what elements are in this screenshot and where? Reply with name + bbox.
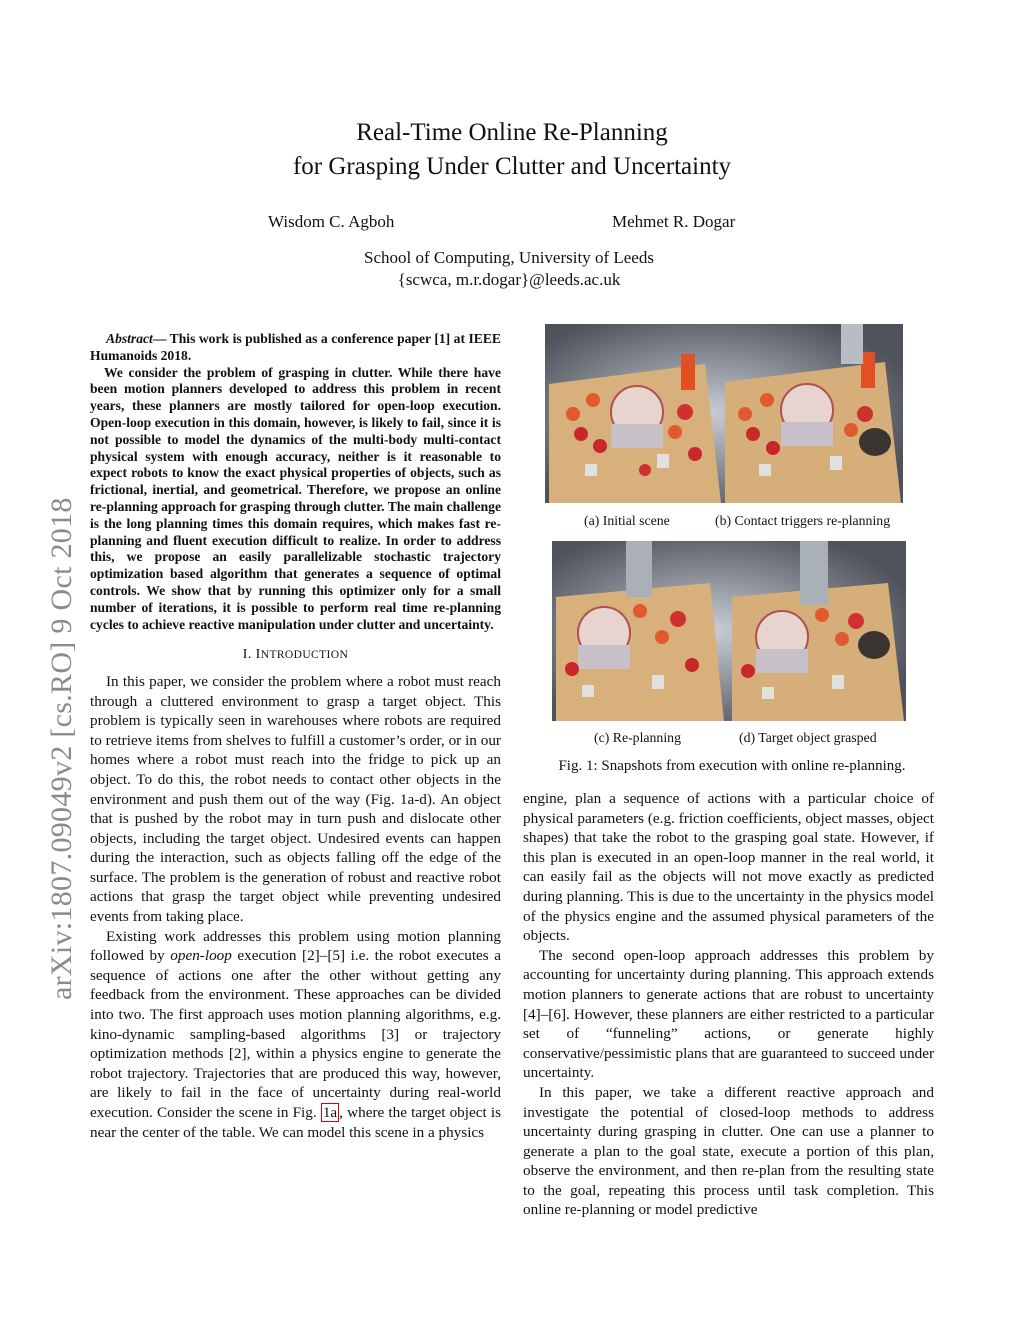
arxiv-identifier: arXiv:1807.09049v2 [cs.RO] 9 Oct 2018 <box>45 497 78 1000</box>
abstract-label: Abstract <box>106 331 153 346</box>
paper-title-line2: for Grasping Under Clutter and Uncertainty <box>292 153 732 180</box>
intro-paragraph-2: Existing work addresses this problem using motion planning followed by open-loop execution [2]–[5] i.e. the robot executes a sequence of actions one after the other without getting any feedback from the environment. These approaches can be divided into two. The first approach uses motion planning algorithms, e.g. kino-dynamic sampling-based algorithms [3] or trajectory optimization methods [2], within a physics engine to generate the robot trajectory. Trajectories that are produced this way, however, are likely to fail in the face of uncertainty during real-world execution. Consider the scene in Fig. 1a , where the target object is near the center of the table. We can model this scene in a physics <box>90 927 501 1141</box>
right-paragraph-1: engine, plan a sequence of actions with a particular choice of physical parameters (e.g. friction coefficients, object masses, object shapes) that take the robot to the grasping goal state. However, if this plan is executed in an open-loop manner in the real world, it can easily fail as the objects will not move exactly as predicted during planning. This is due to the uncertainty in the physics model of the physics engine and the assumed physical parameters of the objects. <box>523 790 934 945</box>
right-column <box>523 789 934 1220</box>
author-2: Mehmet R. Dogar <box>612 212 736 231</box>
caption-b: (b) Contact triggers re-planning <box>715 513 891 528</box>
affiliation: School of Computing, University of Leeds <box>364 248 654 267</box>
figure-caption: Fig. 1: Snapshots from execution with online re-planning. <box>558 758 906 774</box>
author-1: Wisdom C. Agboh <box>268 212 395 231</box>
right-paragraph-2: The second open-loop approach addresses this problem by accounting for uncertainty during planning. This approach extends motion planners to generate actions that are robust to uncertainty [4]–[6]. However, these planners are either restricted to a particular set of “funneling” actions, or generate highly conservative/pessimistic plans that are guaranteed to succeed under uncertainty. <box>523 946 934 1082</box>
paper-title-line1: Real-Time Online Re-Planning <box>356 119 668 146</box>
left-column <box>90 331 501 1142</box>
figure-photo-row-2 <box>552 541 906 721</box>
caption-c: (c) Re-planning <box>594 730 681 745</box>
abstract-body: We consider the problem of grasping in clutter. While there have been motion planners developed to address this problem in recent years, these planners are mostly tailored for open-loop execution. Open-loop execution in this domain, however, is likely to fail, since it is not possible to model the dynamics of the multi-body multi-contact physical system with enough accuracy, neither is it reasonable to expect robots to know the exact physical properties of objects, such as frictional, inertial, and geometrical. Therefore, we propose an online re-planning approach for grasping through clutter. The main challenge is the long planning times this domain requires, which makes fast re-planning and fluent execution difficult to realize. In order to address this, we propose an easily parallelizable stochastic trajectory optimization based algorithm that generates a sequence of optimal controls. We show that by running this optimizer only for a small number of iterations, it is possible to perform real time re-planning cycles to achieve reactive manipulation under clutter and uncertainty. <box>90 364 502 632</box>
figure-photo-row-1 <box>545 324 903 503</box>
caption-d: (d) Target object grasped <box>739 730 877 745</box>
email: {scwca, m.r.dogar}@leeds.ac.uk <box>397 270 621 289</box>
section-heading-introduction: I. INTRODUCTION <box>242 647 349 663</box>
intro-paragraph-1: In this paper, we consider the problem where a robot must reach through a cluttered environment to grasp a target object. This problem is typically seen in warehouses where robots are required to retrieve items from shelves to fulfill a customer’s order, or in our homes where a robot must reach into the fridge to pick up an object. To do this, the robot needs to contact other objects in the environment and push them out of the way (Fig. 1a-d). An object that is pushed by the robot may in turn push and dislocate other objects, including the target object. Undesired events can happen during the interaction, such as objects falling off the edge of the surface. The problem is the generation of robust and reactive robot actions that grasp the target object while preventing undesired events from taking place. <box>90 672 501 926</box>
figure-1a-link[interactable]: 1a <box>322 1104 338 1121</box>
abstract-note: — This work is published as a conference paper [1] at IEEE Humanoids 2018. <box>90 331 501 363</box>
caption-a: (a) Initial scene <box>584 513 670 528</box>
right-paragraph-3: In this paper, we take a different reactive approach and investigate the potential of closed-loop methods to address uncertainty during grasping in clutter. One can use a planner to generate a plan to the goal state, execute a portion of this plan, observe the environment, and then re-plan from the resulting state to the goal, repeating this process until task completion. This online re-planning or model predictive <box>523 1083 934 1219</box>
abstract <box>90 331 501 633</box>
